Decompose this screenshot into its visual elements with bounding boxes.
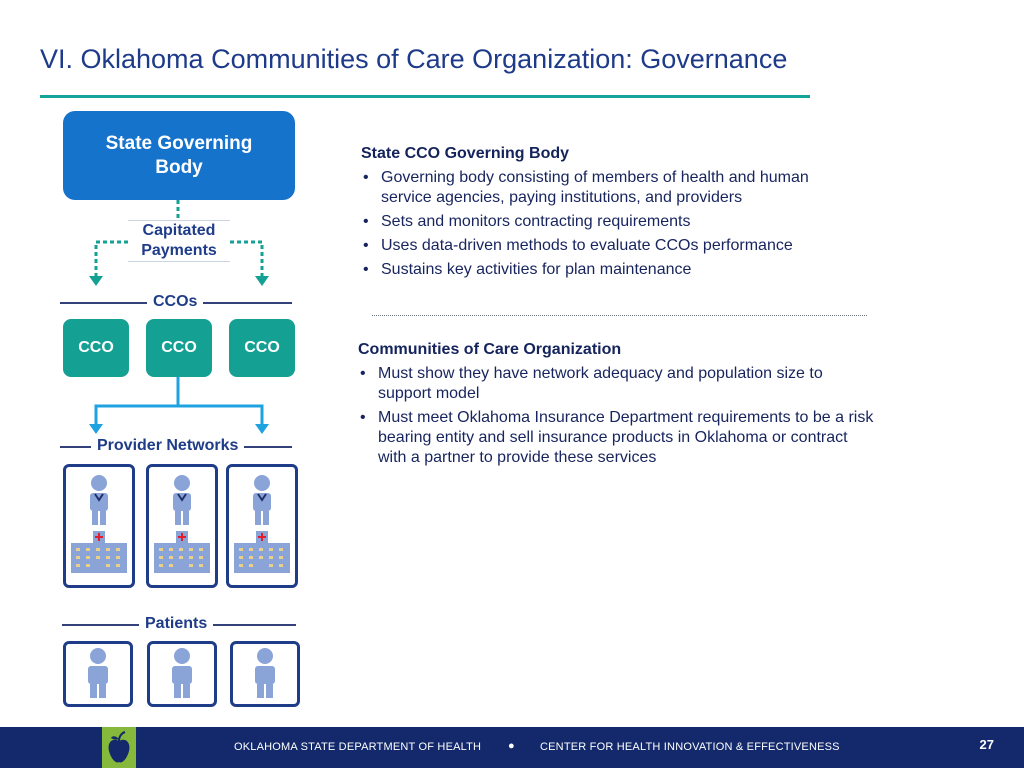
doctor-hospital-icon — [229, 467, 295, 585]
state-governing-body-label: State Governing Body — [105, 132, 253, 178]
governance-diagram — [0, 0, 330, 725]
bullet-item: • Must meet Oklahoma Insurance Department requirements to be a risk bearing entity and sell insurance products in Oklahoma or contract with a partner to provide these services — [358, 408, 878, 468]
cco-box-3: CCO — [229, 319, 295, 377]
bullet-item: • Sets and monitors contracting requirements — [361, 212, 841, 232]
arrow-head-provider-right — [255, 424, 269, 434]
slide-title: VI. Oklahoma Communities of Care Organization: Governance — [40, 44, 788, 74]
bullet-item: • Must show they have network adequacy and population size to support model — [358, 364, 878, 404]
footer-org: OKLAHOMA STATE DEPARTMENT OF HEALTH — [234, 741, 482, 753]
patient-card-2 — [147, 641, 217, 707]
provider-card-1 — [63, 464, 135, 588]
osdh-logo-icon — [102, 727, 136, 768]
cco-box-2: CCO — [146, 319, 212, 377]
bullet-item: • Governing body consisting of members of health and human service agencies, paying institutions, and providers — [361, 168, 841, 208]
apple-logo-icon — [102, 727, 136, 768]
doctor-hospital-icon — [66, 467, 132, 585]
state-body-heading: State CCO Governing Body — [361, 145, 570, 162]
arrow-head-provider-left — [89, 424, 103, 434]
section-divider — [372, 315, 867, 316]
state-governing-body-box — [63, 111, 295, 200]
patient-icon — [150, 644, 214, 704]
provider-card-2 — [146, 464, 218, 588]
arrow-head-left — [89, 276, 103, 286]
arrow-head-right — [255, 276, 269, 286]
capitated-payments-label: Capitated Payments — [128, 220, 230, 262]
cco-box-1: CCO — [63, 319, 129, 377]
footer-separator: ● — [508, 740, 515, 752]
state-body-section — [361, 145, 841, 284]
cco-org-bullets — [358, 364, 878, 468]
page-number: 27 — [979, 737, 994, 752]
footer-bar — [0, 727, 1024, 768]
patient-card-3 — [230, 641, 300, 707]
bullet-item: • Uses data-driven methods to evaluate CCOs performance — [361, 236, 841, 256]
patient-icon — [66, 644, 130, 704]
cco-org-section — [358, 341, 878, 472]
footer-center: CENTER FOR HEALTH INNOVATION & EFFECTIVENESS — [540, 741, 840, 753]
patient-icon — [233, 644, 297, 704]
bullet-item: • Sustains key activities for plan maintenance — [361, 260, 841, 280]
doctor-hospital-icon — [149, 467, 215, 585]
patient-card-1 — [63, 641, 133, 707]
state-body-bullets — [361, 168, 841, 280]
cco-org-heading: Communities of Care Organization — [358, 341, 622, 358]
provider-card-3 — [226, 464, 298, 588]
provider-flow-lines — [96, 377, 262, 426]
patients-label: Patients — [139, 615, 213, 633]
provider-networks-label: Provider Networks — [91, 437, 244, 455]
ccos-label: CCOs — [147, 293, 203, 311]
